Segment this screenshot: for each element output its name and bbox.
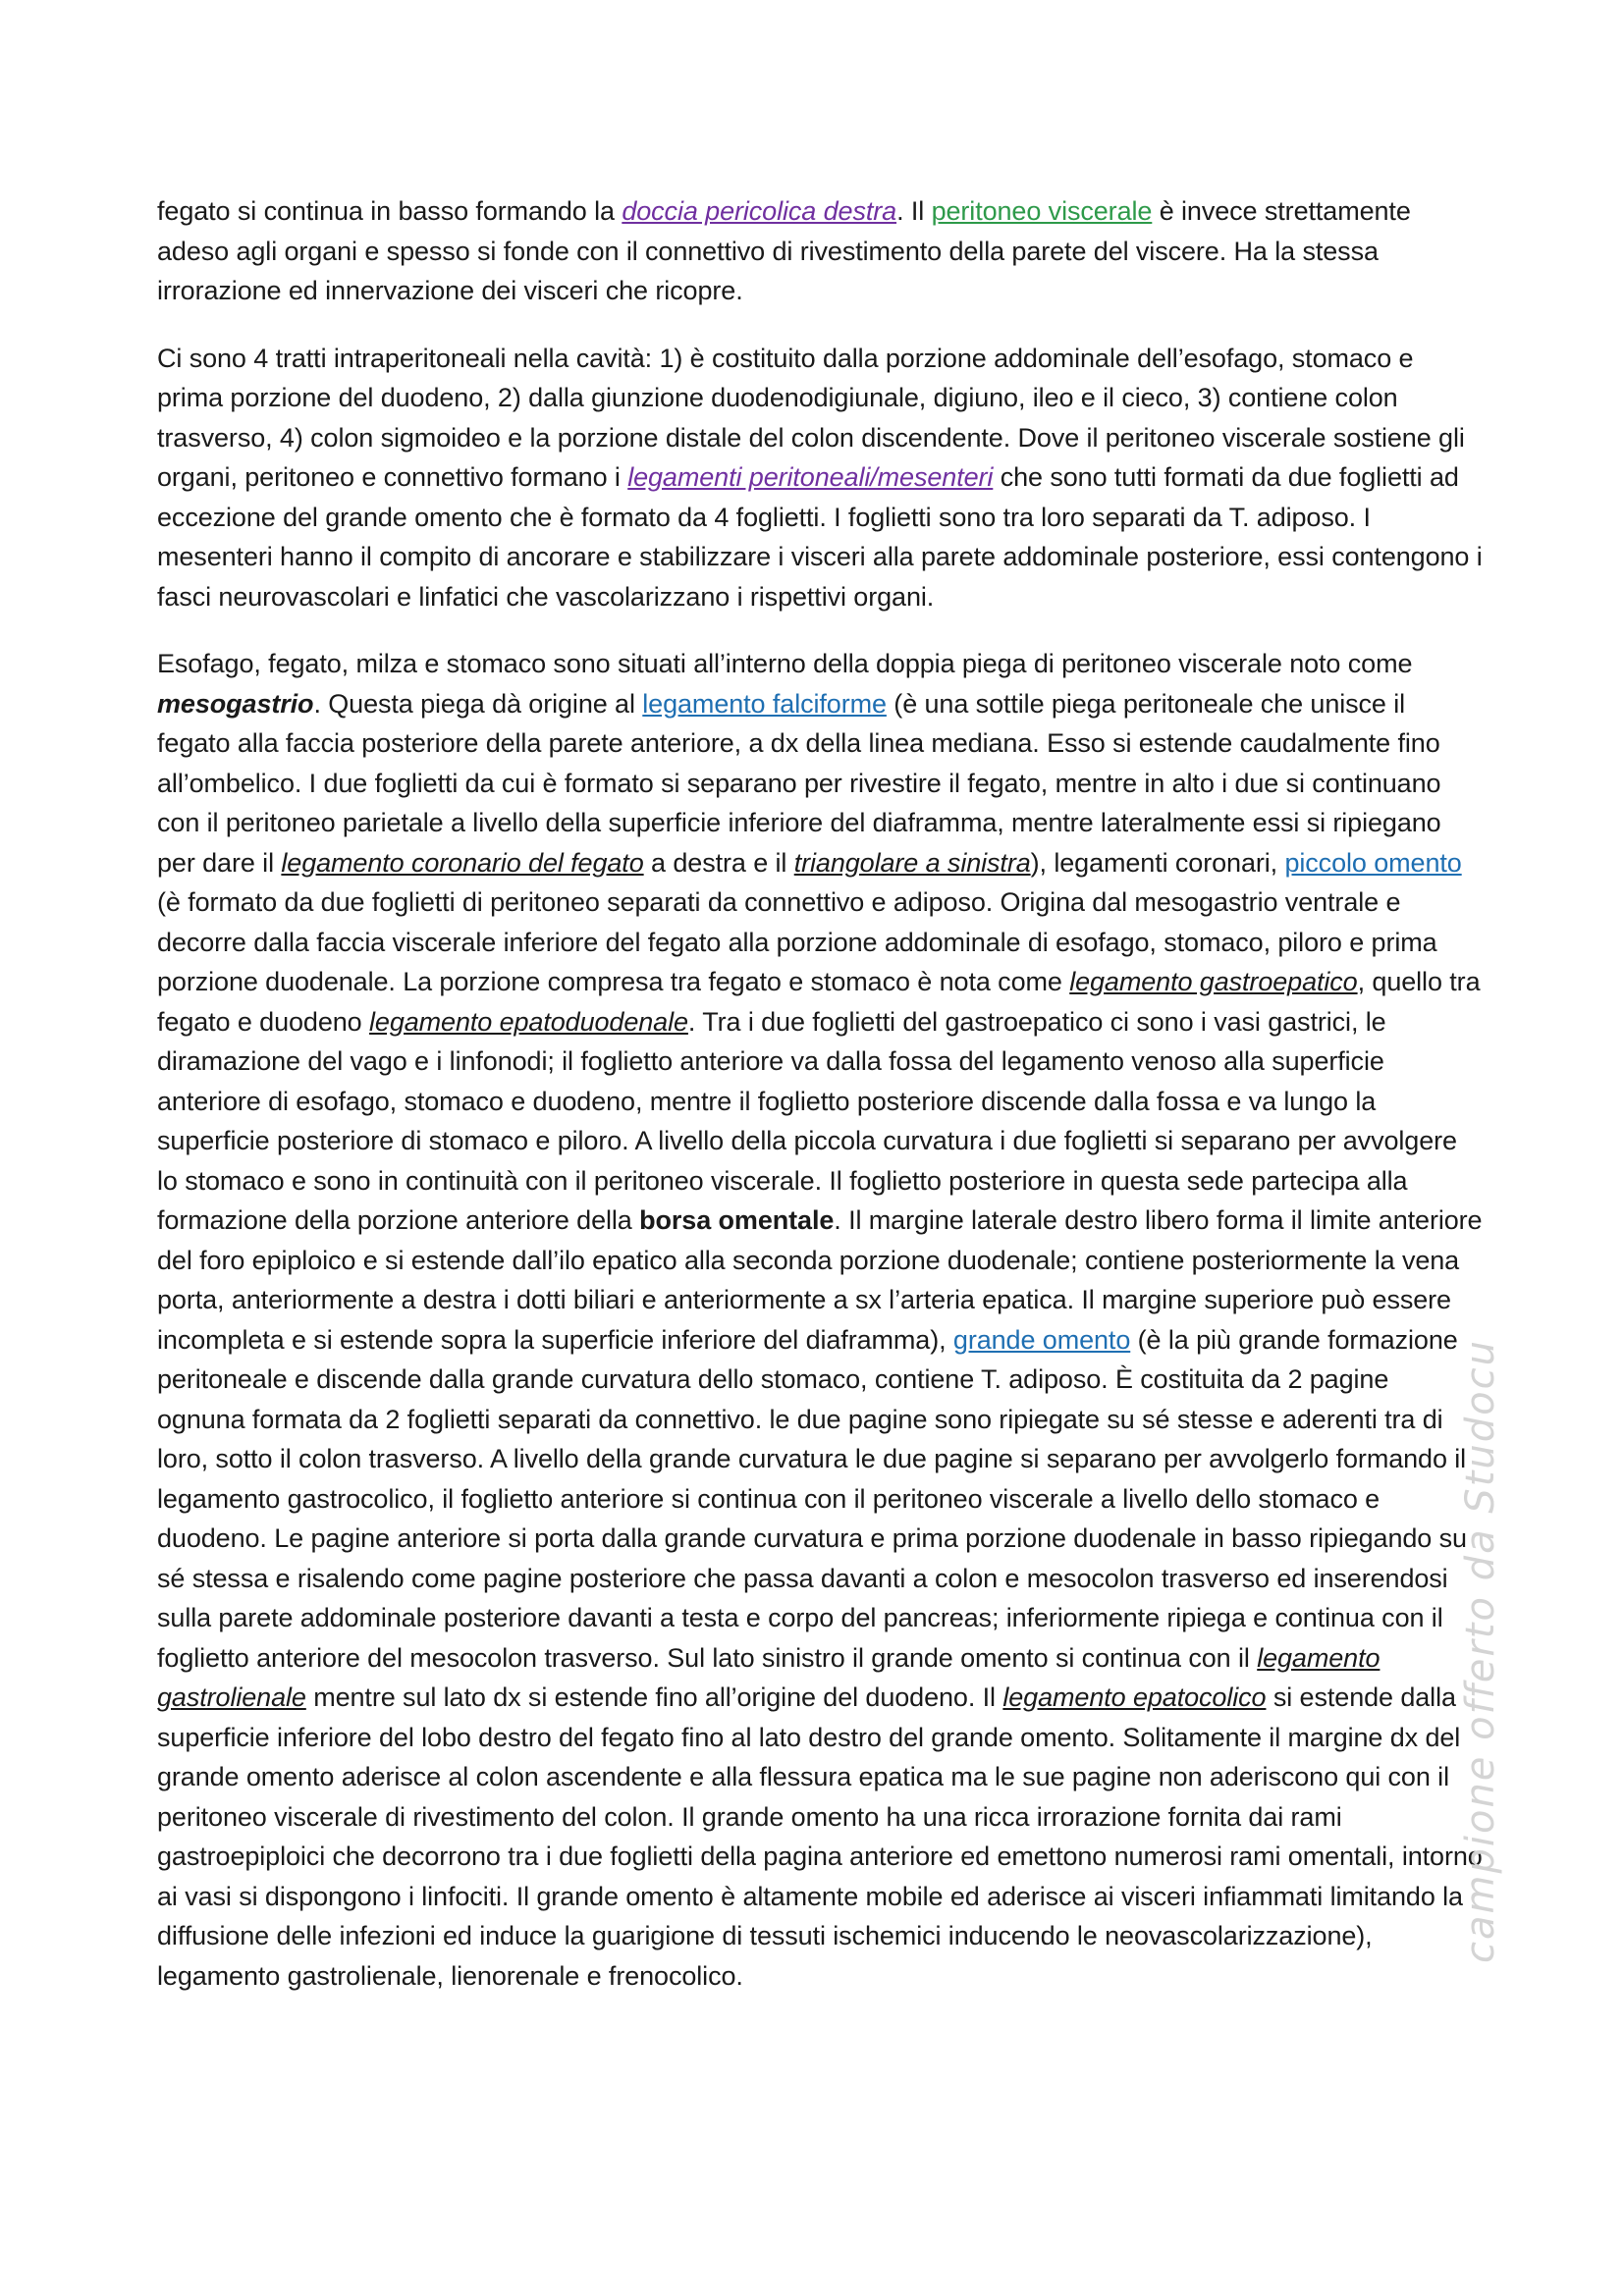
watermark-text: campione offerto da Studocu [1458,1339,1503,1963]
term-legamento-epatoduodenale: legamento epatoduodenale [369,1006,688,1037]
link-piccolo-omento[interactable]: piccolo omento [1284,847,1462,878]
term-legamento-gastroepatico: legamento gastroepatico [1069,967,1358,996]
paragraph-tratti-intraperitoneali: Ci sono 4 tratti intraperitoneali nella cavità: 1) è costituito dalla porzione addominale dell’esofago, stomaco e prima porzione del duodeno, 2) dalla giunzione duodenodigiunale, digiuno, ileo e il cieco, 3) contiene colon trasverso, 4) colon sigmoideo e la porzione distale del colon discendente. Dove il peritoneo viscerale sostiene gli organi, peritoneo e connettivo formano i legamenti peritoneali/mesenteri che sono tutti formati da due foglietti ad eccezione del grande omento che è formato da 4 foglietti. I foglietti sono tra loro separati da T. adiposo. I mesenteri hanno il compito di ancorare e stabilizzare i visceri alla parete addominale posteriore, essi contengono i fasci neurovascolari e linfatici che vascolarizzano i rispettivi organi. [157,343,1483,612]
term-legamento-coronario: legamento coronario del fegato [281,847,644,878]
link-legamenti-peritoneali[interactable]: legamenti peritoneali/mesenteri [627,462,994,492]
term-legamento-gastrolienale: legamento gastrolienale [157,1642,1380,1712]
paragraph-mesogastrio: Esofago, fegato, milza e stomaco sono situati all’interno della doppia piega di peritoneo viscerale noto come mesogastrio. Questa piega dà origine al legamento falciforme (è una sottile piega peritoneale che unisce il fegato alla faccia posteriore della parete anteriore, a dx della linea mediana. Esso si estende caudalmente fino all’ombelico. I due foglietti da cui è formato si separano per rivestire il fegato, mentre in alto i due si continuano con il peritoneo parietale a livello della superficie inferiore del diaframma, mentre lateralmente essi si ripiegano per dare il legamento coronario del fegato a destra e il triangolare a sinistra), legamenti coronari, piccolo omento (è formato da due foglietti di peritoneo separati da connettivo e adiposo. Origina dal mesogastrio ventrale e decorre dalla faccia viscerale inferiore del fegato alla porzione addominale di esofago, stomaco, piloro e prima porzione duodenale. La porzione compresa tra fegato e stomaco è nota come legamento gastroepatico, quello tra fegato e duodeno legamento epatoduodenale. Tra i due foglietti del gastroepatico ci sono i vasi gastrici, le diramazione del vago e i linfonodi; il foglietto anteriore va dalla fossa del legamento venoso alla superficie anteriore di esofago, stomaco e duodeno, mentre il foglietto posteriore discende dalla fossa e va lungo la superficie posteriore di stomaco e piloro. A livello della piccola curvatura i due foglietti si separano per avvolgere lo stomaco e sono in continuità con il peritoneo viscerale. Il foglietto posteriore in questa sede partecipa alla formazione della porzione anteriore della borsa omentale. Il margine laterale destro libero forma il limite anteriore del foro epiploico e si estende dall’ilo epatico alla seconda porzione duodenale; contiene posteriormente la vena porta, anteriormente a destra i dotti biliari e anteriormente a sx l’arteria epatica. Il margine superiore può essere incompleta e si estende sopra la superficie inferiore del diaframma), grande omento (è la più grande formazione peritoneale e discende dalla grande curvatura dello stomaco, contiene T. adiposo. È costituita da 2 pagine ognuna formata da 2 foglietti separati da connettivo. le due pagine sono ripiegate su sé stesse e aderenti tra di loro, sotto il colon trasverso. A livello della grande curvatura le due pagine si separano per avvolgerlo formando il legamento gastrocolico, il foglietto anteriore si continua con il peritoneo viscerale a livello dello stomaco e duodeno. Le pagine anteriore si porta dalla grande curvatura e prima porzione duodenale in basso ripiegando su sé stessa e risalendo come pagine posteriore che passa davanti a colon e mesocolon trasverso ed inserendosi sulla parete addominale posteriore davanti a testa e corpo del pancreas; inferiormente ripiega e continua con il foglietto anteriore del mesocolon trasverso. Sul lato sinistro il grande omento si continua con il legamento gastrolienale mentre sul lato dx si estende fino all’origine del duodeno. Il legamento epatocolico si estende dalla superficie inferiore del lobo destro del fegato fino al lato destro del grande omento. Solitamente il margine dx del grande omento aderisce al colon ascendente e alla flessura epatica ma le sue pagine non aderiscono qui con il peritoneo viscerale di rivestimento del colon. Il grande omento ha una ricca irrorazione fornita dai rami gastroepiploici che decorrono tra i due foglietti della pagina anteriore ed emettono numerosi rami omentali, intorno ai vasi si dispongono i linfociti. Il grande omento è altamente mobile ed aderisce ai visceri infiammati limitando la diffusione delle infezioni ed induce la guarigione di tessuti ischemici inducendo le neovascolarizzazione), legamento gastrolienale, lienorenale e frenocolico. [157,649,1483,1991]
term-triangolare-sinistra: triangolare a sinistra [793,847,1031,878]
watermark [1458,1158,1503,1963]
paragraph-peritoneo-viscerale: fegato si continua in basso formando la doccia pericolica destra. Il peritoneo viscerale è invece strettamente adeso agli organi e spesso si fonde con il connettivo di rivestimento della parete del viscere. Ha la stessa irrorazione ed innervazione dei visceri che ricopre. [157,196,1411,305]
term-borsa-omentale: borsa omentale [639,1205,835,1235]
link-legamento-falciforme[interactable]: legamento falciforme [642,688,887,719]
document-page [157,191,1483,2023]
link-grande-omento[interactable]: grande omento [952,1324,1131,1355]
link-peritoneo-viscerale[interactable]: peritoneo viscerale [931,196,1153,226]
link-doccia-pericolica-destra[interactable]: doccia pericolica destra [622,196,897,226]
term-legamento-epatocolico: legamento epatocolico [1002,1682,1267,1712]
term-mesogastrio: mesogastrio [157,688,314,719]
